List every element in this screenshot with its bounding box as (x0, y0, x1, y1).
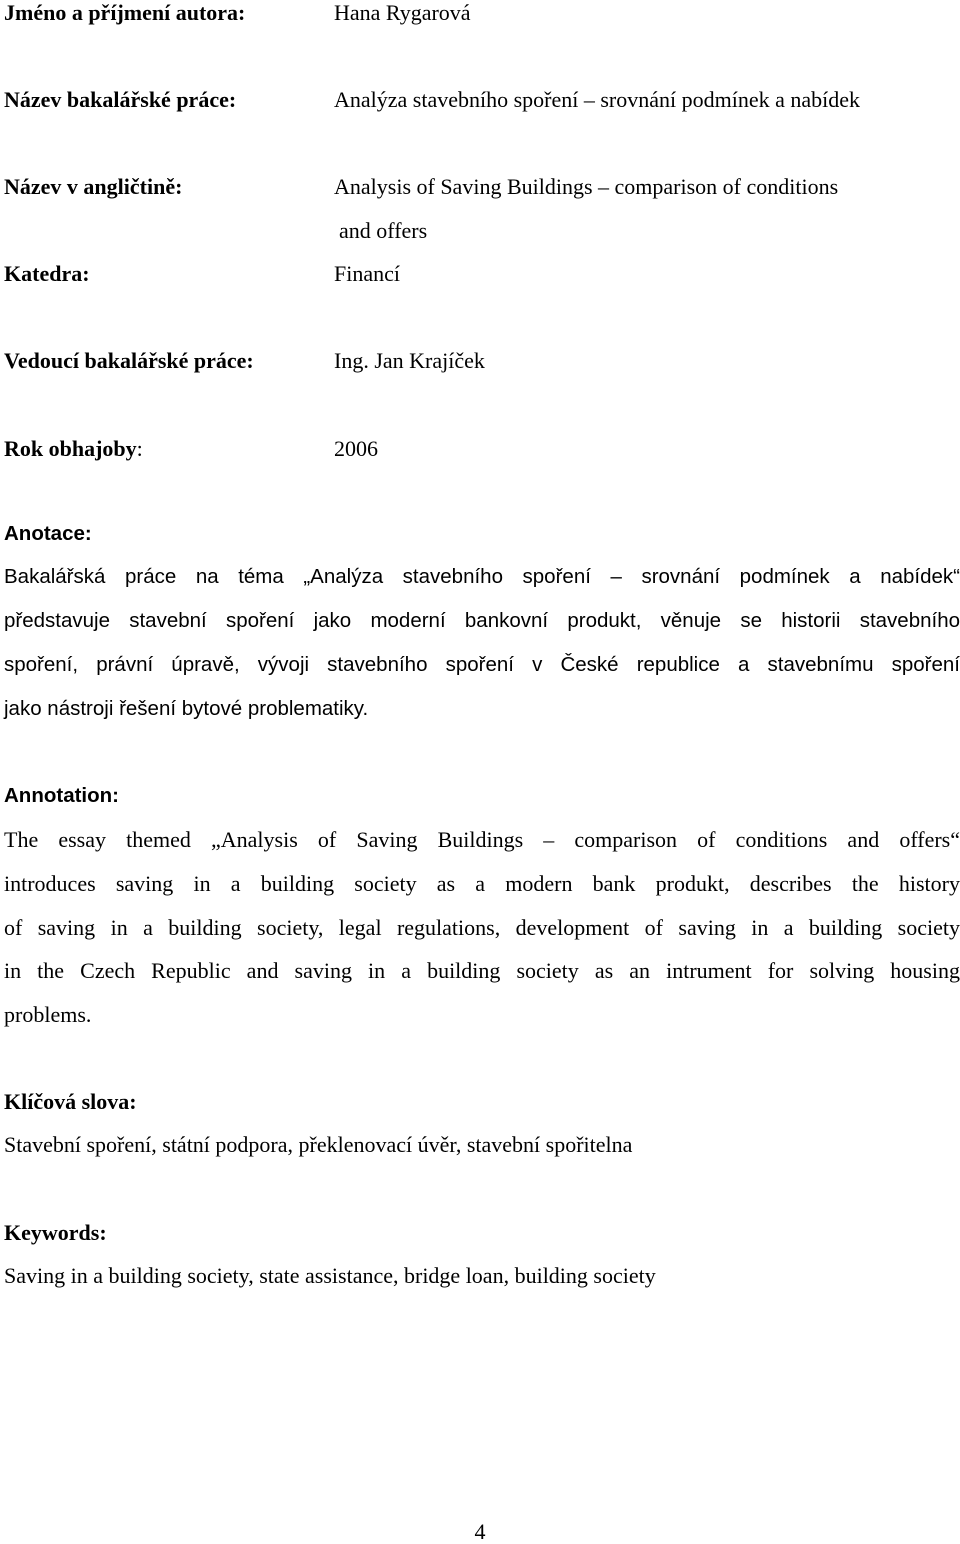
annotation-en-line-3: of saving in a building society, legal regulations, development of saving in a building society (4, 915, 960, 940)
supervisor-label: Vedoucí bakalářské práce: (4, 348, 254, 373)
annotation-en-line-1: The essay themed „Analysis of Saving Buildings – comparison of conditions and offers“ (4, 827, 960, 852)
english-title-value-line2: and offers (339, 218, 428, 243)
annotation-en-line-5: problems. (4, 1002, 92, 1027)
defense-year-label-group (4, 438, 143, 460)
thesis-title-value: Analýza stavebního spoření – srovnání podmínek a nabídek (334, 87, 861, 112)
annotation-en-line-4: in the Czech Republic and saving in a building society as an intrument for solving housing (4, 958, 960, 983)
author-label: Jméno a příjmení autora: (4, 0, 246, 25)
page-number: 4 (474, 1519, 486, 1544)
keywords-cz-text: Stavební spoření, státní podpora, překlenovací úvěr, stavební spořitelna (4, 1132, 633, 1157)
department-value: Financí (334, 261, 400, 286)
keywords-en-heading: Keywords: (4, 1220, 107, 1245)
author-value: Hana Rygarová (334, 0, 471, 25)
thesis-title-label: Název bakalářské práce: (4, 87, 237, 112)
annotation-cz-line-4: jako nástroji řešení bytové problematiky. (4, 697, 369, 720)
keywords-cz-heading: Klíčová slova: (4, 1089, 137, 1114)
annotation-cz-heading: Anotace: (4, 522, 92, 545)
english-title-value-line1: Analysis of Saving Buildings – comparison of conditions (334, 174, 839, 199)
defense-year-colon: : (136, 436, 143, 461)
english-title-label: Název v angličtině: (4, 174, 183, 199)
annotation-cz-line-1: Bakalářská práce na téma „Analýza stavebního spoření – srovnání podmínek a nabídek“ (4, 565, 960, 588)
annotation-en-heading: Annotation: (4, 784, 119, 807)
supervisor-value: Ing. Jan Krajíček (334, 348, 485, 373)
annotation-cz-line-3: spoření, právní úpravě, vývoji stavebního spoření v České republice a stavebnímu spoření (4, 653, 960, 676)
department-label: Katedra: (4, 261, 90, 286)
defense-year-value: 2006 (334, 436, 378, 461)
annotation-cz-line-2: představuje stavební spoření jako moderní bankovní produkt, věnuje se historii stavebního (4, 609, 960, 632)
keywords-en-text: Saving in a building society, state assistance, bridge loan, building society (4, 1263, 656, 1288)
defense-year-label: Rok obhajoby (4, 436, 137, 461)
annotation-en-line-2: introduces saving in a building society as a modern bank produkt, describes the history (4, 871, 960, 896)
